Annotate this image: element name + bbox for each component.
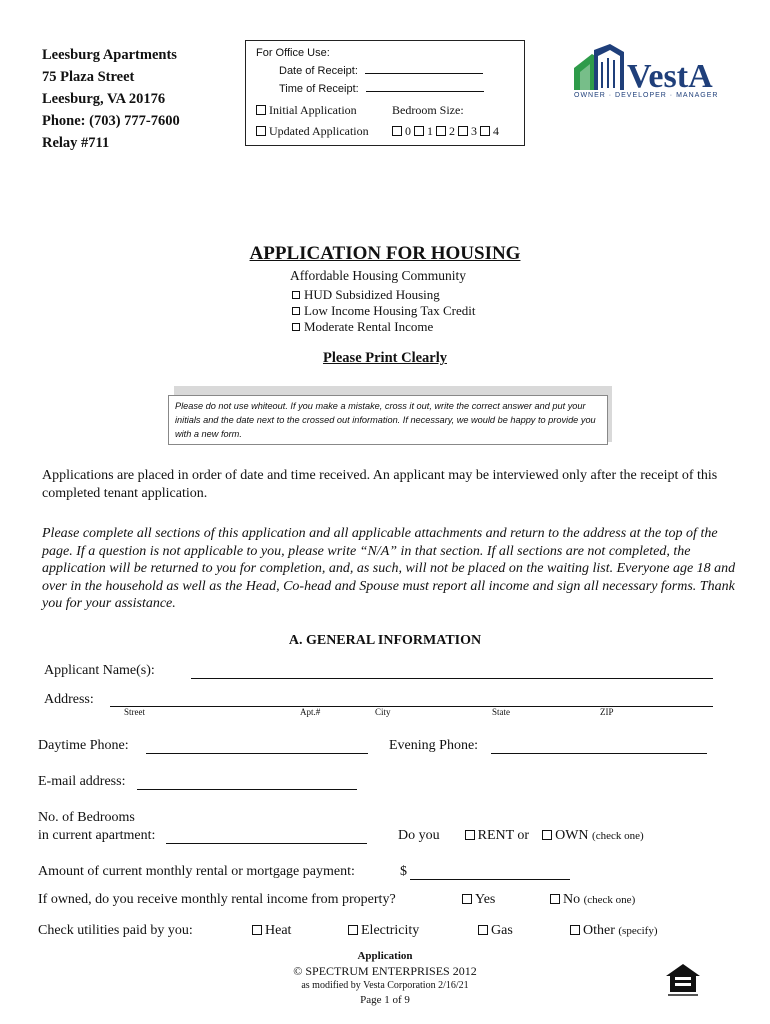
logo-wordmark: VestA: [627, 58, 713, 95]
address-state-caption: State: [492, 707, 510, 717]
print-clearly-heading: Please Print Clearly: [322, 350, 447, 366]
address-zip-caption: ZIP: [600, 707, 614, 717]
applicant-names-field[interactable]: [191, 664, 713, 679]
equal-housing-icon: [664, 962, 702, 998]
daytime-phone-field[interactable]: [146, 739, 368, 754]
address-label: Address:: [44, 692, 94, 707]
page-title: APPLICATION FOR HOUSING: [249, 243, 521, 264]
bedroom-3-checkbox[interactable]: [458, 126, 468, 136]
footer-copyright: © SPECTRUM ENTERPRISES 2012: [293, 964, 477, 978]
moderate-income-checkbox[interactable]: [292, 323, 300, 331]
bedroom-1-checkbox[interactable]: [414, 126, 424, 136]
date-of-receipt-field[interactable]: [365, 73, 483, 74]
community-option: Moderate Rental Income: [304, 319, 434, 334]
whiteout-notice: Please do not use whiteout. If you make a mistake, cross it out, write the correct answer and put your initials and the date next to the crossed out information. If necessary, we would be happy to provide you with a new form.: [168, 395, 608, 445]
applicant-names-label: Applicant Name(s):: [44, 663, 155, 678]
rent-label: RENT or: [477, 828, 530, 843]
time-of-receipt-label: Time of Receipt:: [279, 83, 359, 95]
gas-checkbox[interactable]: [478, 925, 488, 935]
bedrooms-label-line1: No. of Bedrooms: [38, 810, 135, 825]
dollar-sign: $: [400, 864, 407, 879]
bedroom-0-checkbox[interactable]: [392, 126, 402, 136]
yes-label: Yes: [475, 892, 496, 907]
community-option: HUD Subsidized Housing: [304, 287, 440, 302]
bedroom-size-label: Bedroom Size:: [392, 103, 464, 117]
heat-checkbox[interactable]: [252, 925, 262, 935]
address-line: Relay #711: [42, 135, 110, 151]
rental-income-yes-checkbox[interactable]: [462, 894, 472, 904]
footer-page-number: Page 1 of 9: [360, 994, 410, 1006]
address-line: 75 Plaza Street: [42, 69, 135, 85]
bedrooms-field[interactable]: [166, 829, 367, 844]
intro-paragraph: Applications are placed in order of date and time received. An applicant may be interviewed only after the receipt of this completed tenant application.: [42, 468, 718, 501]
address-apt-caption: Apt.#: [300, 707, 321, 717]
bedroom-2-checkbox[interactable]: [436, 126, 446, 136]
bedroom-size-options: 0 1 2 3 4: [392, 124, 499, 139]
gas-label: Gas: [491, 923, 513, 938]
section-a-title: A. GENERAL INFORMATION: [288, 633, 482, 648]
community-heading: Affordable Housing Community: [290, 268, 466, 283]
evening-phone-field[interactable]: [491, 739, 707, 754]
address-line: Leesburg Apartments: [42, 47, 177, 63]
initial-application-label: Initial Application: [269, 103, 357, 117]
footer-application: Application: [357, 950, 413, 962]
footer-modified: as modified by Vesta Corporation 2/16/21: [301, 980, 469, 991]
logo-tagline: OWNER · DEVELOPER · MANAGER: [574, 92, 719, 99]
office-use-heading: For Office Use:: [256, 47, 330, 59]
other-checkbox[interactable]: [570, 925, 580, 935]
address-street-caption: Street: [124, 707, 145, 717]
payment-field[interactable]: [410, 865, 570, 880]
own-checkbox[interactable]: [542, 830, 552, 840]
rental-income-no-checkbox[interactable]: [550, 894, 560, 904]
address-field[interactable]: [110, 692, 713, 707]
hud-subsidized-checkbox[interactable]: [292, 291, 300, 299]
email-field[interactable]: [137, 775, 357, 790]
vesta-logo: [572, 42, 722, 102]
email-label: E-mail address:: [38, 774, 126, 789]
evening-phone-label: Evening Phone:: [389, 738, 479, 753]
rent-checkbox[interactable]: [465, 830, 475, 840]
updated-application-label: Updated Application: [269, 124, 369, 138]
address-city-caption: City: [375, 707, 391, 717]
bedroom-4-checkbox[interactable]: [480, 126, 490, 136]
own-label: OWN: [555, 828, 589, 843]
address-line: Phone: (703) 777-7600: [42, 113, 180, 129]
date-of-receipt-label: Date of Receipt:: [279, 65, 358, 77]
updated-application-checkbox[interactable]: [256, 126, 266, 136]
check-one-note: (check one): [592, 830, 644, 842]
office-use-box: [245, 40, 525, 146]
utilities-label: Check utilities paid by you:: [38, 923, 193, 938]
property-address: [42, 44, 180, 154]
rental-income-question: If owned, do you receive monthly rental income from property?: [38, 892, 396, 907]
other-label: Other: [583, 923, 615, 938]
no-label: No: [563, 892, 581, 907]
do-you-label: Do you: [398, 828, 440, 843]
daytime-phone-label: Daytime Phone:: [38, 738, 129, 753]
specify-note: (specify): [618, 925, 658, 937]
community-option: Low Income Housing Tax Credit: [304, 303, 476, 318]
heat-label: Heat: [265, 923, 292, 938]
initial-application-checkbox[interactable]: [256, 105, 266, 115]
bedrooms-label-line2: in current apartment:: [38, 828, 156, 843]
tax-credit-checkbox[interactable]: [292, 307, 300, 315]
instructions-paragraph: Please complete all sections of this application and all applicable attachments and return to the address at the top of the page. If a question is not applicable to you, please write “N/A” in that section. If all sections are not completed, the application will be returned to you for completion, and, as such, will not be placed on the waiting list. Everyone age 18 and over in the household as well as the Head, Co-head and Spouse must report all income and sign all necessary forms. Thank you for your assistance.: [42, 526, 736, 611]
address-line: Leesburg, VA 20176: [42, 91, 166, 107]
electricity-label: Electricity: [361, 923, 420, 938]
check-one-note: (check one): [583, 894, 636, 906]
payment-label: Amount of current monthly rental or mortgage payment:: [38, 864, 355, 879]
time-of-receipt-field[interactable]: [366, 91, 484, 92]
electricity-checkbox[interactable]: [348, 925, 358, 935]
